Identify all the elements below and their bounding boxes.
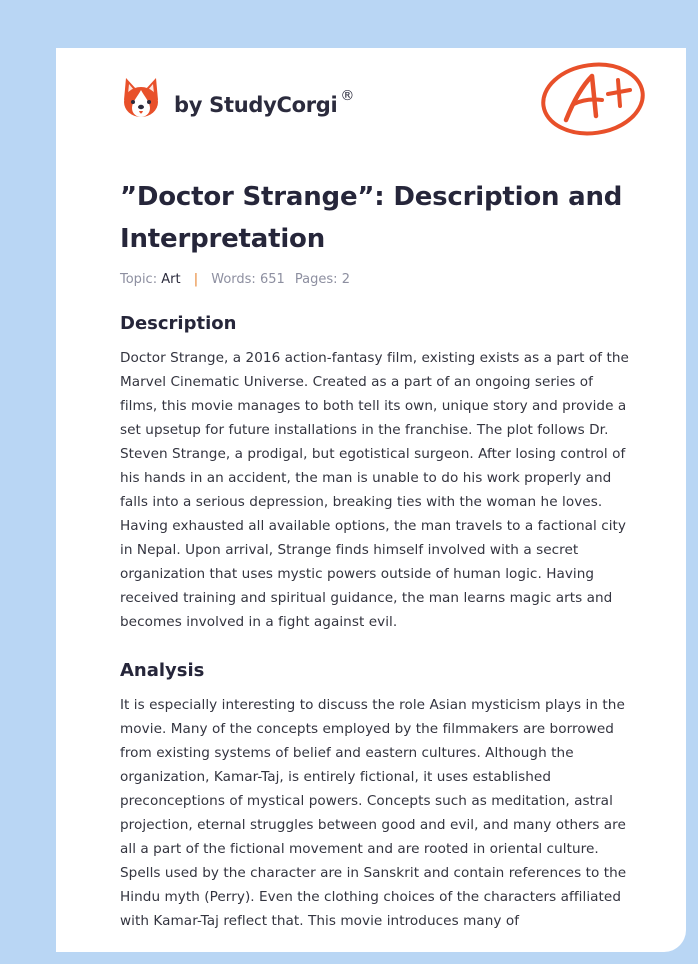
page-title: ”Doctor Strange”: Description and Interpretation bbox=[120, 182, 623, 254]
meta-info bbox=[120, 272, 632, 287]
corgi-icon bbox=[120, 76, 162, 120]
pages-label: Pages: bbox=[294, 272, 338, 287]
topic-link[interactable]: Art bbox=[161, 272, 181, 287]
topic-label: Topic: bbox=[120, 272, 158, 287]
document-page bbox=[56, 48, 686, 952]
meta-separator: | bbox=[193, 272, 199, 287]
section-heading-analysis: Analysis bbox=[120, 660, 205, 681]
section-heading-description: Description bbox=[120, 313, 237, 334]
registered-mark: ® bbox=[340, 87, 355, 104]
brand-name: by StudyCorgi ® bbox=[174, 87, 355, 117]
studycorgi-logo[interactable] bbox=[120, 76, 354, 120]
a-plus-grade-icon bbox=[536, 58, 648, 140]
words-label: Words: bbox=[211, 272, 256, 287]
header bbox=[56, 48, 686, 168]
section-paragraph-analysis: It is especially interesting to discuss the role Asian mysticism plays in the movie. Many of the concepts employed by the filmmakers are borrowed from existing systems of belief and eastern cultures. Although the organization, Kamar-Taj, is entirely fictional, it uses established preconceptions of mystical powers. Concepts such as meditation, astral projection, eternal struggles between good and evil, and many others are all a part of the fictional movement and are rooted in oriental culture. Spells used by the character are in Sanskrit and contain references to the Hindu myth (Perry). Even the clothing choices of the characters affiliated with Kamar-Taj reflect that. This movie introduces many of bbox=[120, 697, 627, 929]
words-count: 651 bbox=[259, 272, 285, 287]
section-paragraph-description: Doctor Strange, a 2016 action-fantasy film, existing exists as a part of the Marvel Cinematic Universe. Created as a part of an ongoing series of films, this movie manages to both tell its own, unique story and provide a set upsetup for future installations in the franchise. The plot follows Dr. Steven Strange, a prodigal, but egotistical surgeon. After losing control of his hands in an accident, the man is unable to do his work properly and falls into a serious depression, breaking ties with the woman he loves. Having exhausted all available options, the man travels to a factional city in Nepal. Upon arrival, Strange finds himself involved with a secret organization that uses mystic powers outside of human logic. Having received training and spiritual guidance, the man learns magic arts and becomes involved in a fight against evil. bbox=[120, 350, 629, 630]
pages-count: 2 bbox=[341, 272, 350, 287]
article bbox=[120, 176, 632, 933]
